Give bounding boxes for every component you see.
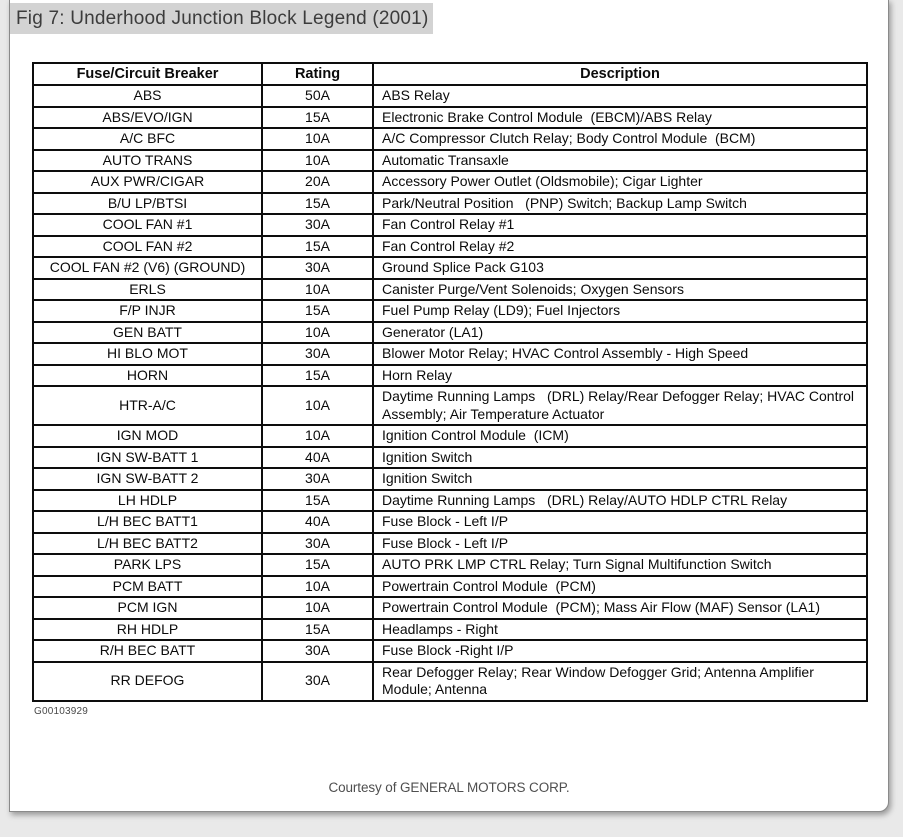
col-header-rating: Rating — [262, 63, 373, 85]
fuse-table-header — [33, 63, 867, 85]
fuse-cell: L/H BEC BATT1 — [33, 511, 262, 533]
table-row — [33, 365, 867, 387]
fuse-cell: PCM IGN — [33, 597, 262, 619]
figure-caption-id: G00103929 — [34, 705, 89, 717]
fuse-cell: R/H BEC BATT — [33, 640, 262, 662]
description-cell: Horn Relay — [373, 365, 867, 387]
rating-cell: 10A — [262, 597, 373, 619]
description-cell: Generator (LA1) — [373, 322, 867, 344]
fuse-cell: HTR-A/C — [33, 386, 262, 425]
description-cell: Powertrain Control Module (PCM) — [373, 576, 867, 598]
table-row — [33, 171, 867, 193]
fuse-cell: A/C BFC — [33, 128, 262, 150]
description-cell: Headlamps - Right — [373, 619, 867, 641]
table-row — [33, 257, 867, 279]
rating-cell: 10A — [262, 322, 373, 344]
fuse-cell: PARK LPS — [33, 554, 262, 576]
rating-cell: 10A — [262, 386, 373, 425]
fuse-cell: COOL FAN #2 (V6) (GROUND) — [33, 257, 262, 279]
rating-cell: 15A — [262, 236, 373, 258]
col-header-description: Description — [373, 63, 867, 85]
description-cell: Daytime Running Lamps (DRL) Relay/Rear Defogger Relay; HVAC Control Assembly; Air Temperature Actuator — [373, 386, 867, 425]
table-row — [33, 128, 867, 150]
description-cell: Accessory Power Outlet (Oldsmobile); Cigar Lighter — [373, 171, 867, 193]
fuse-cell: ABS/EVO/IGN — [33, 107, 262, 129]
rating-cell: 15A — [262, 619, 373, 641]
description-cell: Fan Control Relay #2 — [373, 236, 867, 258]
fuse-cell: F/P INJR — [33, 300, 262, 322]
description-cell: AUTO PRK LMP CTRL Relay; Turn Signal Multifunction Switch — [373, 554, 867, 576]
rating-cell: 40A — [262, 511, 373, 533]
description-cell: Fuel Pump Relay (LD9); Fuel Injectors — [373, 300, 867, 322]
table-row — [33, 150, 867, 172]
rating-cell: 10A — [262, 279, 373, 301]
table-row — [33, 554, 867, 576]
table-row — [33, 300, 867, 322]
table-row — [33, 193, 867, 215]
description-cell: Automatic Transaxle — [373, 150, 867, 172]
rating-cell: 30A — [262, 640, 373, 662]
fuse-table-body — [33, 85, 867, 701]
rating-cell: 30A — [262, 468, 373, 490]
rating-cell: 30A — [262, 533, 373, 555]
table-row — [33, 107, 867, 129]
table-row — [33, 576, 867, 598]
fuse-cell: RR DEFOG — [33, 662, 262, 701]
description-cell: A/C Compressor Clutch Relay; Body Control Module (BCM) — [373, 128, 867, 150]
table-row — [33, 533, 867, 555]
rating-cell: 15A — [262, 490, 373, 512]
table-row — [33, 597, 867, 619]
description-cell: Electronic Brake Control Module (EBCM)/ABS Relay — [373, 107, 867, 129]
rating-cell: 30A — [262, 257, 373, 279]
description-cell: Powertrain Control Module (PCM); Mass Air Flow (MAF) Sensor (LA1) — [373, 597, 867, 619]
fuse-cell: AUTO TRANS — [33, 150, 262, 172]
fuse-cell: IGN MOD — [33, 425, 262, 447]
table-row — [33, 425, 867, 447]
col-header-fuse: Fuse/Circuit Breaker — [33, 63, 262, 85]
table-row — [33, 511, 867, 533]
rating-cell: 40A — [262, 447, 373, 469]
table-row — [33, 468, 867, 490]
rating-cell: 15A — [262, 300, 373, 322]
fuse-cell: RH HDLP — [33, 619, 262, 641]
rating-cell: 15A — [262, 554, 373, 576]
description-cell: Rear Defogger Relay; Rear Window Defogger Grid; Antenna Amplifier Module; Antenna — [373, 662, 867, 701]
rating-cell: 15A — [262, 107, 373, 129]
description-cell: Fuse Block -Right I/P — [373, 640, 867, 662]
rating-cell: 10A — [262, 128, 373, 150]
document-page — [9, 0, 889, 812]
fuse-cell: ERLS — [33, 279, 262, 301]
fuse-cell: IGN SW-BATT 1 — [33, 447, 262, 469]
description-cell: Blower Motor Relay; HVAC Control Assembly - High Speed — [373, 343, 867, 365]
table-row — [33, 236, 867, 258]
description-cell: Ground Splice Pack G103 — [373, 257, 867, 279]
fuse-cell: B/U LP/BTSI — [33, 193, 262, 215]
description-cell: Park/Neutral Position (PNP) Switch; Backup Lamp Switch — [373, 193, 867, 215]
description-cell: Canister Purge/Vent Solenoids; Oxygen Sensors — [373, 279, 867, 301]
courtesy-text: Courtesy of GENERAL MOTORS CORP. — [328, 780, 570, 795]
rating-cell: 10A — [262, 425, 373, 447]
table-row — [33, 279, 867, 301]
rating-cell: 10A — [262, 576, 373, 598]
figure-title: Fig 7: Underhood Junction Block Legend (2001) — [16, 7, 429, 29]
figure-title-bar — [10, 3, 433, 34]
description-cell: Ignition Switch — [373, 468, 867, 490]
rating-cell: 15A — [262, 365, 373, 387]
fuse-cell: COOL FAN #1 — [33, 214, 262, 236]
rating-cell: 30A — [262, 343, 373, 365]
rating-cell: 30A — [262, 662, 373, 701]
table-row — [33, 322, 867, 344]
rating-cell: 30A — [262, 214, 373, 236]
table-row — [33, 343, 867, 365]
header-row — [33, 63, 867, 85]
description-cell: Ignition Switch — [373, 447, 867, 469]
rating-cell: 15A — [262, 193, 373, 215]
fuse-cell: PCM BATT — [33, 576, 262, 598]
fuse-cell: GEN BATT — [33, 322, 262, 344]
table-row — [33, 662, 867, 701]
table-row — [33, 447, 867, 469]
table-row — [33, 619, 867, 641]
table-row — [33, 640, 867, 662]
description-cell: Ignition Control Module (ICM) — [373, 425, 867, 447]
description-cell: Fan Control Relay #1 — [373, 214, 867, 236]
description-cell: Fuse Block - Left I/P — [373, 511, 867, 533]
table-row — [33, 490, 867, 512]
rating-cell: 50A — [262, 85, 373, 107]
fuse-cell: HI BLO MOT — [33, 343, 262, 365]
description-cell: ABS Relay — [373, 85, 867, 107]
description-cell: Fuse Block - Left I/P — [373, 533, 867, 555]
description-cell: Daytime Running Lamps (DRL) Relay/AUTO HDLP CTRL Relay — [373, 490, 867, 512]
rating-cell: 10A — [262, 150, 373, 172]
rating-cell: 20A — [262, 171, 373, 193]
fuse-cell: COOL FAN #2 — [33, 236, 262, 258]
fuse-cell: LH HDLP — [33, 490, 262, 512]
fuse-cell: L/H BEC BATT2 — [33, 533, 262, 555]
fuse-cell: HORN — [33, 365, 262, 387]
fuse-cell: ABS — [33, 85, 262, 107]
table-row — [33, 386, 867, 425]
table-row — [33, 85, 867, 107]
fuse-cell: AUX PWR/CIGAR — [33, 171, 262, 193]
table-row — [33, 214, 867, 236]
fuse-legend-table — [32, 62, 868, 702]
fuse-cell: IGN SW-BATT 2 — [33, 468, 262, 490]
